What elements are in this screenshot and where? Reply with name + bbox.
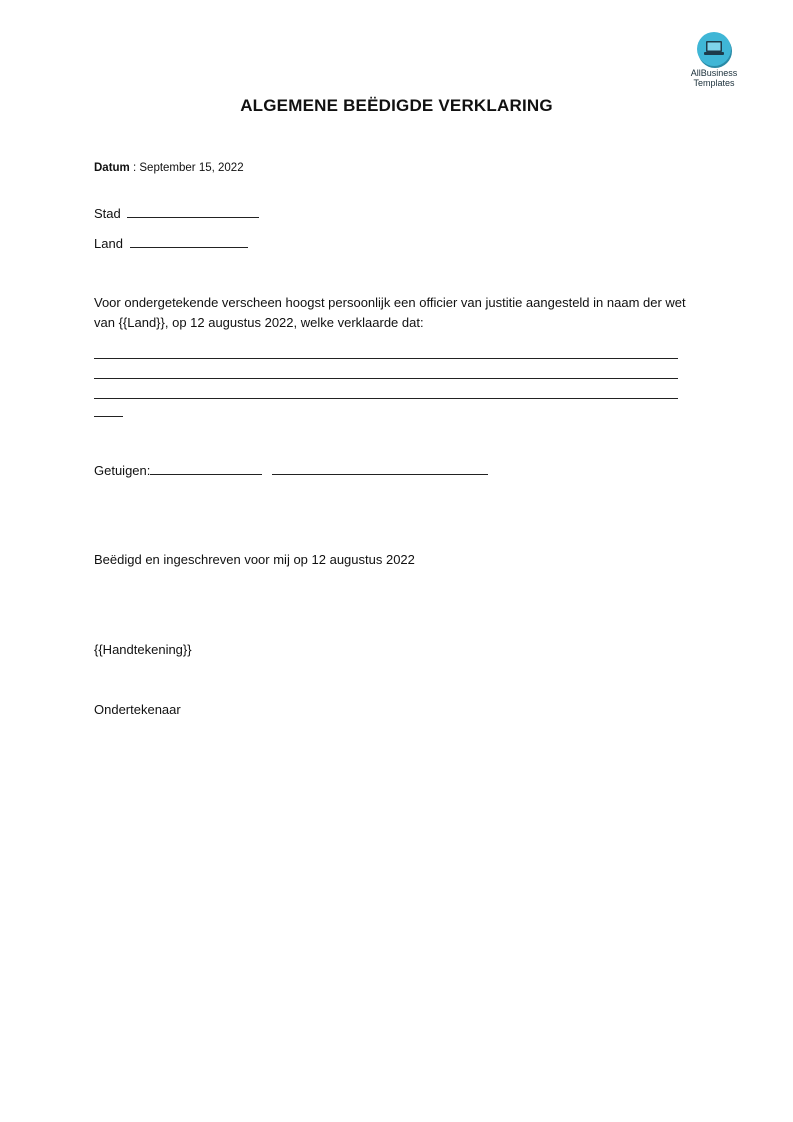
country-field [94,233,248,254]
date-value: September 15, 2022 [139,162,244,174]
statement-blank-line-1[interactable] [94,358,678,359]
logo-text [684,68,744,88]
witness-2-blank-line[interactable] [272,460,488,475]
witness-1-blank-line[interactable] [150,460,262,475]
city-field [94,203,259,224]
allbusiness-logo [684,32,744,88]
date-label: Datum [94,162,130,174]
witnesses-field [94,460,488,481]
sworn-statement: Beëdigd en ingeschreven voor mij op 12 augustus 2022 [94,552,415,567]
city-label: Stad [94,206,121,221]
laptop-icon [697,32,731,66]
date-line [94,158,244,178]
logo-line-1: AllBusiness [690,68,738,78]
statement-blank-line-4[interactable] [94,416,123,417]
logo-line-2: Templates [693,78,735,88]
statement-blank-line-2[interactable] [94,378,678,379]
city-blank-line[interactable] [127,203,259,218]
country-blank-line[interactable] [130,233,248,248]
document-title: ALGEMENE BEËDIGDE VERKLARING [240,96,553,115]
statement-blank-line-3[interactable] [94,398,678,399]
country-label: Land [94,236,123,251]
statement-paragraph: Voor ondergetekende verscheen hoogst persoonlijk een officier van justitie aangesteld in naam der wet van {{Land}}, op 12 augustus 2022, welke verklaarde dat: [94,295,686,330]
date-separator: : [129,162,140,174]
witnesses-label: Getuigen: [94,463,151,478]
signature-placeholder: {{Handtekening}} [94,642,192,657]
signer-label: Ondertekenaar [94,702,181,717]
